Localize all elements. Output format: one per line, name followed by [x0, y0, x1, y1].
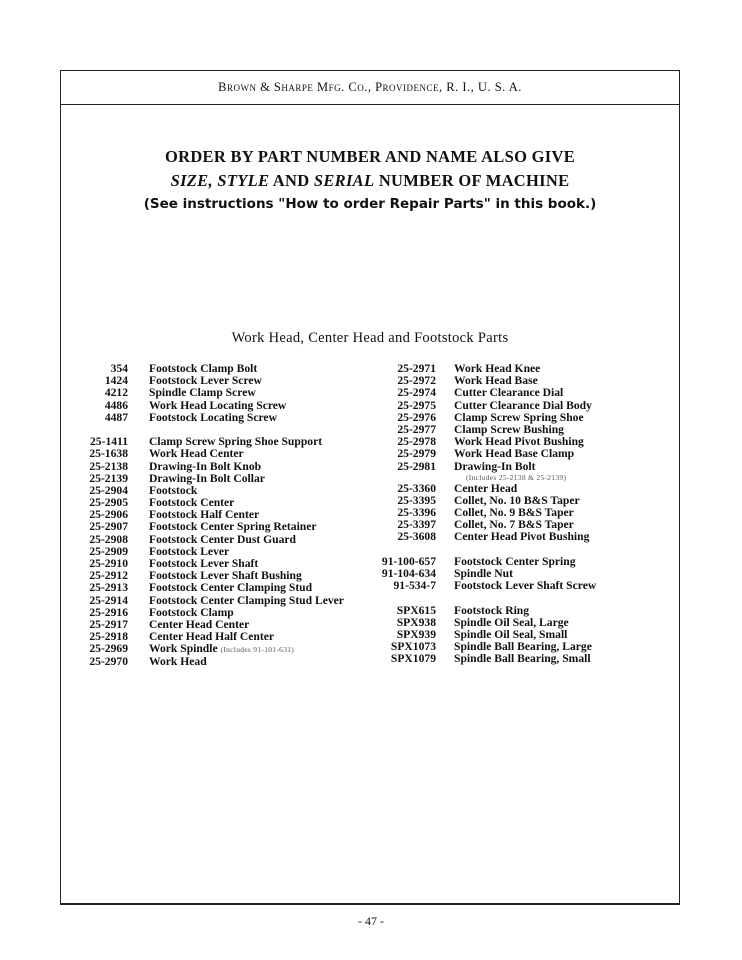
part-number: 4487 — [104, 410, 128, 424]
part-row — [361, 653, 661, 665]
part-number: 25-2969 — [89, 642, 128, 656]
part-number: 25-2917 — [89, 617, 128, 631]
part-name: Footstock Center Spring — [454, 554, 576, 568]
part-number: 25-3360 — [397, 481, 436, 495]
part-number: 25-3397 — [397, 518, 436, 532]
serial-word: SERIAL — [313, 171, 375, 190]
part-name: Spindle Oil Seal, Large — [454, 615, 569, 629]
part-name-cell — [454, 653, 591, 665]
part-number: SPX939 — [396, 627, 436, 641]
part-name: Center Head Pivot Bushing — [454, 530, 590, 544]
size-word: SIZE, — [170, 171, 213, 190]
part-number: 25-2913 — [89, 581, 128, 595]
order-notice-line2 — [61, 171, 679, 191]
part-name: Footstock — [149, 483, 198, 497]
part-name: Work Head Base — [454, 374, 538, 388]
part-name: Footstock Center Spring Retainer — [149, 520, 317, 534]
part-number: 25-2978 — [397, 435, 436, 449]
part-name: Work Head Base Clamp — [454, 447, 575, 461]
part-name: Collet, No. 9 B&S Taper — [454, 506, 574, 520]
part-name: Work Head Center — [149, 447, 244, 461]
part-name: Spindle Clamp Screw — [149, 386, 256, 400]
part-number: 25-2907 — [89, 520, 128, 534]
part-number: 91-104-634 — [381, 567, 436, 580]
part-number: SPX1073 — [390, 640, 436, 654]
part-name: Center Head Half Center — [149, 630, 275, 644]
part-row — [361, 461, 661, 473]
part-number: 25-2914 — [89, 593, 128, 607]
part-name: Footstock Center Clamping Stud Lever — [149, 593, 344, 607]
part-number: 25-2981 — [397, 459, 436, 473]
part-number: SPX1079 — [390, 652, 436, 666]
part-number: 25-3608 — [397, 530, 436, 544]
part-name: Footstock Lever Shaft Screw — [454, 579, 597, 593]
section-title: Work Head, Center Head and Footstock Parts — [231, 330, 509, 346]
part-name: Spindle Ball Bearing, Large — [454, 640, 592, 654]
parts-list-right — [361, 363, 661, 666]
part-number: 25-2904 — [89, 483, 128, 497]
part-name: Footstock Center — [149, 496, 235, 510]
part-number: 25-2905 — [89, 496, 128, 510]
part-number: 25-1638 — [89, 447, 128, 461]
order-notice-line1: ORDER BY PART NUMBER AND NAME ALSO GIVE — [164, 147, 576, 166]
part-number: 25-2138 — [89, 459, 128, 473]
part-name: Footstock Lever — [149, 544, 230, 558]
part-name: Footstock Half Center — [149, 508, 260, 522]
part-number: 25-2976 — [397, 410, 436, 424]
part-number: 4212 — [104, 386, 128, 400]
page-number: - 47 - — [358, 914, 384, 928]
part-name: Footstock Locating Screw — [149, 410, 277, 424]
part-name: Footstock Clamp — [149, 605, 234, 619]
part-name: Work Spindle — [149, 642, 218, 656]
part-number: 25-2975 — [397, 398, 436, 412]
part-number: 25-2908 — [89, 532, 128, 546]
part-number: SPX615 — [396, 603, 436, 617]
part-number: 25-2971 — [397, 362, 436, 375]
part-name: Collet, No. 7 B&S Taper — [454, 518, 574, 532]
page-frame — [60, 70, 680, 905]
part-number: 25-2977 — [397, 422, 436, 436]
part-name: Footstock Lever Shaft — [149, 557, 259, 570]
part-number: 25-2970 — [89, 654, 128, 668]
style-word: STYLE — [217, 171, 270, 190]
part-name-cell — [454, 580, 596, 592]
part-name: Footstock Center Dust Guard — [149, 532, 296, 546]
part-number: 25-3395 — [397, 493, 436, 507]
part-name: Center Head Center — [149, 617, 250, 631]
part-note-text: (Includes 91-101-631) — [220, 645, 295, 655]
part-number: 25-2979 — [397, 447, 436, 461]
part-name-cell — [454, 461, 536, 473]
part-number: 25-1411 — [89, 435, 128, 449]
part-name: Footstock Lever Screw — [149, 374, 262, 388]
order-notice-line3: (See instructions "How to order Repair Parts" in this book.) — [143, 196, 597, 212]
part-number: 25-2912 — [89, 569, 128, 583]
part-number: 25-2139 — [89, 471, 128, 485]
part-name: Work Head Pivot Bushing — [454, 435, 584, 449]
part-name: Clamp Screw Spring Shoe Support — [149, 435, 323, 449]
part-name: Collet, No. 10 B&S Taper — [454, 493, 580, 507]
part-name: Drawing-In Bolt Collar — [149, 471, 265, 485]
part-number: 25-3396 — [397, 506, 436, 520]
part-name: Work Head — [149, 654, 207, 668]
part-name-cell — [149, 656, 207, 668]
part-name: Spindle Ball Bearing, Small — [454, 652, 591, 666]
part-name: Work Head Knee — [454, 362, 541, 375]
part-name: Cutter Clearance Dial — [454, 386, 564, 400]
part-name: Center Head — [454, 481, 518, 495]
part-number: 25-2906 — [89, 508, 128, 522]
part-row — [361, 531, 661, 543]
part-name: Footstock Ring — [454, 603, 530, 617]
part-name: Footstock Lever Shaft Bushing — [149, 569, 302, 583]
part-name: Drawing-In Bolt Knob — [149, 459, 262, 473]
page-header: Brown & Sharpe Mfg. Co., Providence, R. I., U. S. A. — [61, 71, 679, 105]
part-number: 25-2974 — [397, 386, 436, 400]
part-number: 25-2916 — [89, 605, 128, 619]
part-note-text: (Includes 25-2138 & 25-2139) — [466, 472, 567, 482]
part-name: Footstock Center Clamping Stud — [149, 581, 313, 595]
part-name: Footstock Clamp Bolt — [149, 362, 258, 375]
part-name: Clamp Screw Spring Shoe — [454, 410, 584, 424]
part-number: 25-2910 — [89, 557, 128, 570]
part-number: SPX938 — [396, 615, 436, 629]
part-name: Clamp Screw Bushing — [454, 422, 564, 436]
part-name: Cutter Clearance Dial Body — [454, 398, 592, 412]
part-name: Spindle Nut — [454, 567, 513, 580]
number-of-machine: NUMBER OF MACHINE — [378, 171, 570, 190]
part-name-cell — [149, 412, 277, 424]
and-word: AND — [272, 171, 310, 190]
part-number: 25-2909 — [89, 544, 128, 558]
part-number: 25-2972 — [397, 374, 436, 388]
part-name-cell — [454, 531, 589, 543]
part-row — [361, 580, 661, 592]
part-number: 354 — [110, 362, 128, 375]
part-number: 25-2918 — [89, 630, 128, 644]
part-name: Work Head Locating Screw — [149, 398, 287, 412]
part-name: Drawing-In Bolt — [454, 459, 536, 473]
part-number: 1424 — [104, 374, 128, 388]
part-number: 4486 — [104, 398, 128, 412]
part-name: Spindle Oil Seal, Small — [454, 627, 568, 641]
part-number: 91-534-7 — [393, 579, 436, 593]
part-number: 91-100-657 — [381, 554, 436, 568]
